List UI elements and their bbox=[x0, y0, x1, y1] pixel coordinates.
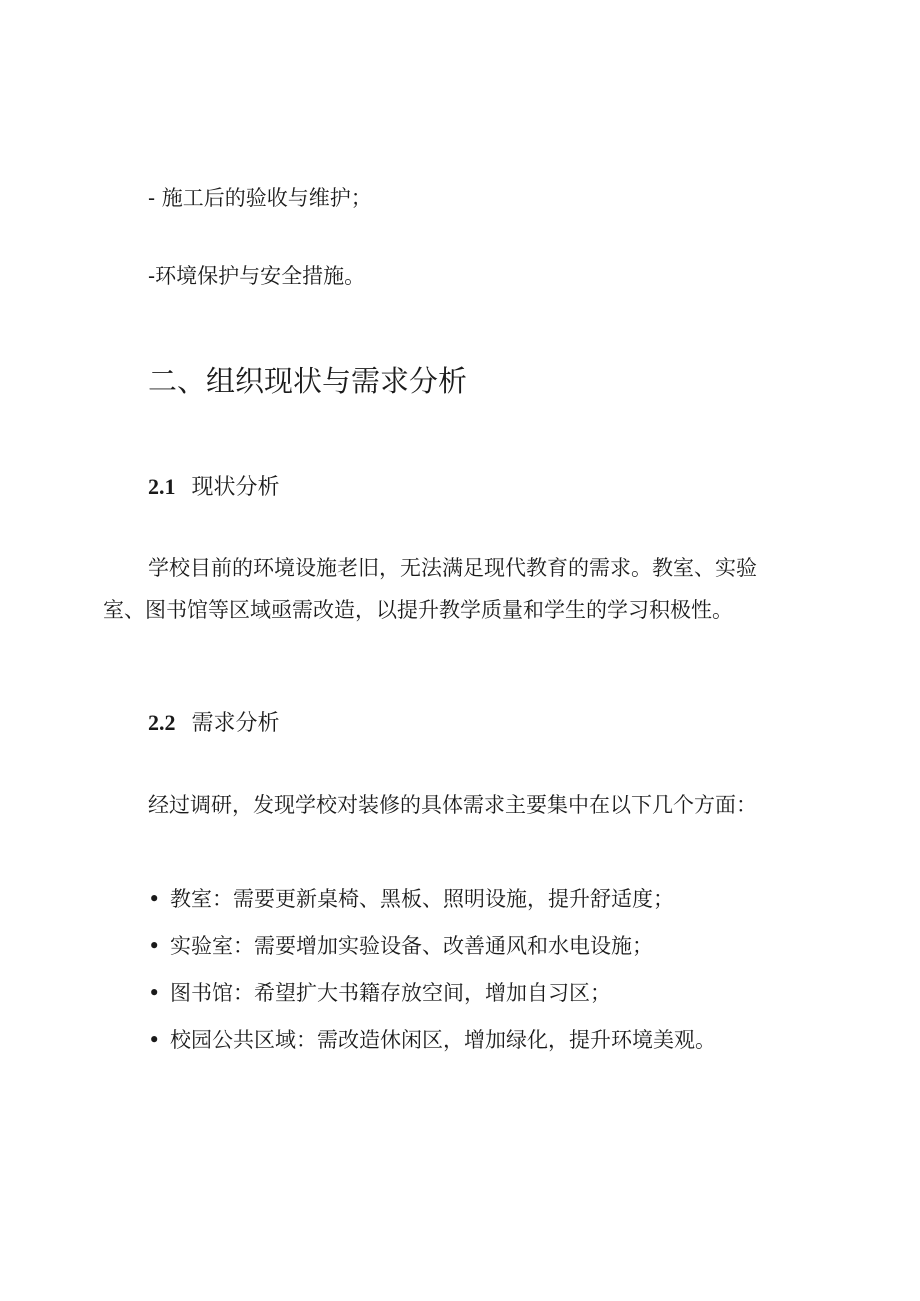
subsection-title: 需求分析 bbox=[191, 711, 280, 736]
status-paragraph: 学校目前的环境设施老旧，无法满足现代教育的需求。教室、实验室、图书馆等区域亟需改造，以提升教学质量和学生的学习积极性。 bbox=[103, 556, 757, 622]
list-item bbox=[148, 885, 716, 932]
list-item-text: 教室：需要更新桌椅、黑板、照明设施，提升舒适度； bbox=[170, 887, 674, 911]
subsection-number: 2.1 bbox=[148, 474, 176, 499]
section-heading: 二、组织现状与需求分析 bbox=[148, 364, 468, 398]
list-item bbox=[148, 979, 716, 1026]
subsection-title: 现状分析 bbox=[191, 475, 280, 500]
list-item-text: 校园公共区域：需改造休闲区，增加绿化，提升环境美观。 bbox=[170, 1028, 716, 1052]
list-item-environment-safety: -环境保护与安全措施。 bbox=[148, 264, 366, 288]
subsection-number: 2.2 bbox=[148, 710, 176, 735]
list-item bbox=[148, 1026, 716, 1073]
list-item-acceptance-maintenance: - 施工后的验收与维护； bbox=[148, 186, 372, 210]
subsection-heading-status bbox=[148, 472, 280, 503]
needs-list bbox=[148, 885, 716, 1073]
list-item-text: 实验室：需要增加实验设备、改善通风和水电设施； bbox=[170, 934, 653, 958]
list-item-text: 图书馆：希望扩大书籍存放空间，增加自习区； bbox=[170, 981, 611, 1005]
bullet-icon: • bbox=[148, 887, 161, 911]
bullet-icon: • bbox=[148, 934, 161, 958]
needs-paragraph: 经过调研，发现学校对装修的具体需求主要集中在以下几个方面： bbox=[148, 793, 757, 817]
list-item bbox=[148, 932, 716, 979]
bullet-icon: • bbox=[148, 981, 161, 1005]
bullet-icon: • bbox=[148, 1028, 161, 1052]
subsection-heading-needs bbox=[148, 708, 280, 739]
